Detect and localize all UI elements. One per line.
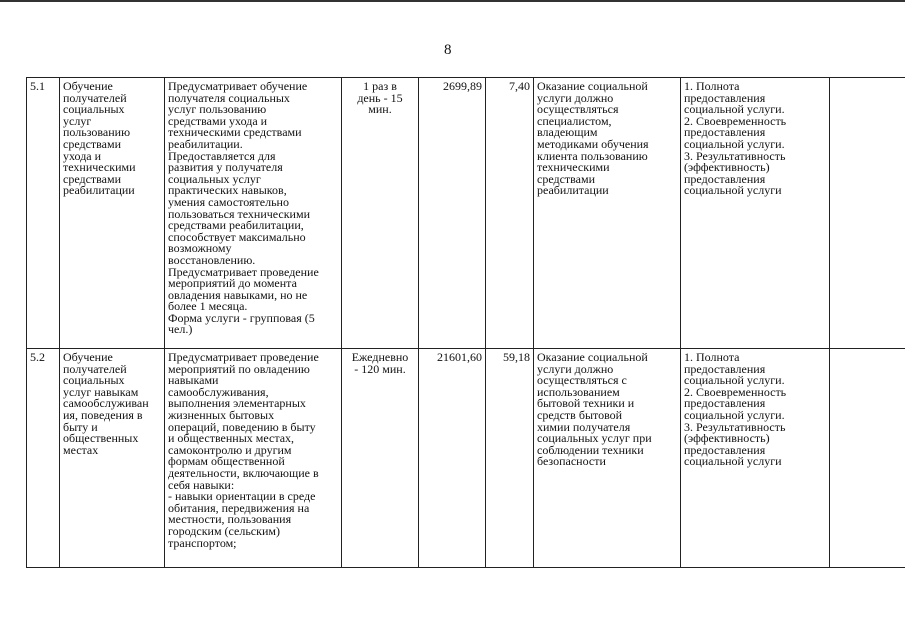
- text-line: средствами: [537, 171, 596, 186]
- text-line: социальной услуги: [684, 183, 782, 198]
- service-coefficient-cell: 7,40: [486, 78, 534, 349]
- text-line: день - 15: [357, 90, 403, 105]
- text-line: услуги должно: [537, 361, 614, 376]
- row-number-cell: 5.1: [27, 78, 60, 349]
- text-line: чел.): [168, 322, 193, 337]
- text-line: обитания, передвижения на: [168, 500, 310, 515]
- text-line: общественных: [63, 431, 139, 446]
- text-line: и общественных местах,: [168, 431, 295, 446]
- service-conditions-cell: [534, 349, 681, 568]
- text-line: предоставления: [684, 125, 766, 140]
- text-line: транспортом;: [168, 535, 237, 550]
- empty-cell: [830, 78, 905, 349]
- service-coefficient-cell: 59,18: [486, 349, 534, 568]
- text-line: техническими: [537, 160, 610, 175]
- text-line: возможному: [168, 241, 232, 256]
- text-line: осуществляться с: [537, 373, 627, 388]
- text-line: Оказание социальной: [537, 79, 648, 93]
- text-line: 2. Своевременность: [684, 384, 787, 399]
- text-line: владеющим: [537, 125, 598, 140]
- text-line: специалистом,: [537, 113, 612, 128]
- page-top-edge: [0, 0, 905, 2]
- text-line: Оказание социальной: [537, 350, 648, 364]
- text-line: Предусматривает проведение: [168, 350, 319, 364]
- text-line: средствами ухода и: [168, 113, 268, 128]
- text-line: социальной услуги.: [684, 102, 785, 117]
- text-line: социальной услуги: [684, 454, 782, 469]
- service-name-cell: [60, 349, 165, 568]
- table-row: [27, 349, 905, 568]
- text-line: - навыки ориентации в среде: [168, 489, 316, 504]
- text-line: услуги должно: [537, 90, 614, 105]
- text-line: развития у получателя: [168, 160, 283, 175]
- text-line: средствами: [63, 136, 122, 151]
- text-line: местности, пользования: [168, 512, 292, 527]
- text-line: самоконтролю и другим: [168, 442, 292, 457]
- text-line: техническими средствами: [168, 125, 302, 140]
- text-line: самообслуживан: [63, 396, 149, 411]
- text-line: социальных: [63, 102, 125, 117]
- text-line: местах: [63, 442, 99, 457]
- text-line: практических навыков,: [168, 183, 287, 198]
- text-line: деятельности, включающие в: [168, 465, 319, 480]
- text-line: мероприятий до момента: [168, 276, 297, 291]
- service-quality-cell: [681, 78, 830, 349]
- text-line: пользоваться техническими: [168, 206, 310, 221]
- text-line: средствами реабилитации,: [168, 218, 304, 233]
- service-price-cell: 21601,60: [419, 349, 486, 568]
- text-line: социальной услуги.: [684, 136, 785, 151]
- text-line: услуг пользованию: [168, 102, 267, 117]
- text-line: операций, поведению в быту: [168, 419, 316, 434]
- text-line: социальных услуг: [168, 171, 261, 186]
- text-line: городским (сельским): [168, 523, 280, 538]
- text-line: клиента пользованию: [537, 148, 648, 163]
- text-line: ухода и: [63, 148, 102, 163]
- row-number-cell: 5.2: [27, 349, 60, 568]
- text-line: социальных: [63, 373, 125, 388]
- text-line: себя навыки:: [168, 477, 235, 492]
- text-line: услуг навыкам: [63, 384, 139, 399]
- text-line: восстановлению.: [168, 252, 256, 267]
- text-line: жизненных бытовых: [168, 407, 275, 422]
- table-row: [27, 78, 905, 349]
- text-line: получателя социальных: [168, 90, 290, 105]
- service-quality-cell: [681, 349, 830, 568]
- text-line: мин.: [368, 102, 392, 117]
- text-line: получателей: [63, 90, 127, 105]
- text-line: услуг: [63, 113, 92, 128]
- services-table: [26, 77, 905, 568]
- text-line: 2. Своевременность: [684, 113, 787, 128]
- text-line: 1. Полнота: [684, 79, 740, 93]
- text-line: предоставления: [684, 442, 766, 457]
- text-line: (эффективность): [684, 160, 770, 175]
- text-line: получателей: [63, 361, 127, 376]
- text-line: самообслуживания,: [168, 384, 269, 399]
- service-description-cell: [165, 78, 342, 349]
- text-line: предоставления: [684, 171, 766, 186]
- text-line: реабилитации: [537, 183, 609, 198]
- text-line: химии получателя: [537, 419, 631, 434]
- text-line: Форма услуги - групповая (5: [168, 310, 315, 325]
- text-line: навыками: [168, 373, 219, 388]
- text-line: умения самостоятельно: [168, 194, 289, 209]
- text-line: формам общественной: [168, 454, 285, 469]
- text-line: реабилитации.: [168, 136, 243, 151]
- service-frequency-cell: [342, 78, 419, 349]
- text-line: (эффективность): [684, 431, 770, 446]
- text-line: быту и: [63, 419, 98, 434]
- text-line: Обучение: [63, 79, 113, 93]
- text-line: 3. Результативность: [684, 419, 786, 434]
- text-line: социальной услуги.: [684, 407, 785, 422]
- text-line: способствует максимально: [168, 229, 306, 244]
- text-line: пользованию: [63, 125, 131, 140]
- page-number: 8: [444, 42, 452, 58]
- text-line: Предусматривает проведение: [168, 264, 319, 279]
- service-conditions-cell: [534, 78, 681, 349]
- text-line: техническими: [63, 160, 136, 175]
- text-line: Ежедневно: [351, 350, 409, 364]
- text-line: мероприятий по овладению: [168, 361, 310, 376]
- text-line: безопасности: [537, 454, 606, 469]
- text-line: ия, поведения в: [63, 407, 143, 422]
- text-line: Обучение: [63, 350, 113, 364]
- text-line: реабилитации: [63, 183, 135, 198]
- text-line: методиками обучения: [537, 136, 649, 151]
- service-name-cell: [60, 78, 165, 349]
- text-line: бытовой техники и: [537, 396, 635, 411]
- text-line: предоставления: [684, 90, 766, 105]
- text-line: выполнения элементарных: [168, 396, 306, 411]
- text-line: Предусматривает обучение: [168, 79, 308, 93]
- text-line: средств бытовой: [537, 407, 623, 422]
- text-line: овладения навыками, но не: [168, 287, 308, 302]
- text-line: осуществляться: [537, 102, 619, 117]
- text-line: 3. Результативность: [684, 148, 786, 163]
- text-line: 1. Полнота: [684, 350, 740, 364]
- service-description-cell: [165, 349, 342, 568]
- text-line: предоставления: [684, 361, 766, 376]
- text-line: соблюдении техники: [537, 442, 644, 457]
- text-line: предоставления: [684, 396, 766, 411]
- text-line: более 1 месяца.: [168, 299, 248, 314]
- text-line: 1 раз в: [363, 79, 397, 93]
- text-line: средствами: [63, 171, 122, 186]
- empty-cell: [830, 349, 905, 568]
- text-line: социальных услуг при: [537, 431, 652, 446]
- text-line: социальной услуги.: [684, 373, 785, 388]
- service-frequency-cell: [342, 349, 419, 568]
- text-line: - 120 мин.: [354, 361, 406, 376]
- service-price-cell: 2699,89: [419, 78, 486, 349]
- text-line: использованием: [537, 384, 620, 399]
- text-line: Предоставляется для: [168, 148, 276, 163]
